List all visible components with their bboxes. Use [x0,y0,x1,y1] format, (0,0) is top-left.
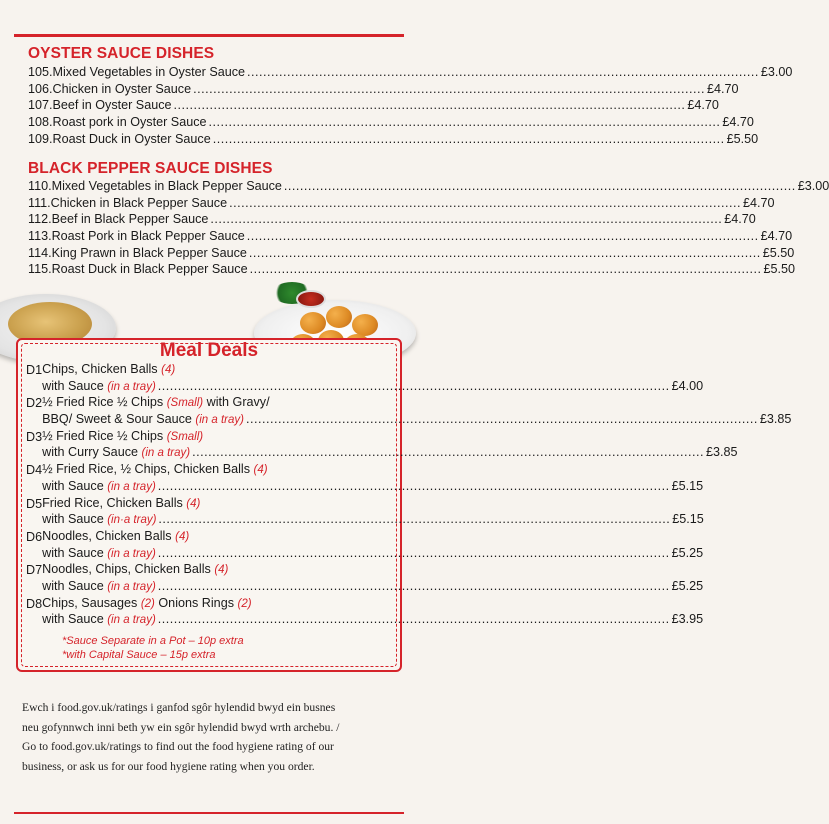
menu-item [28,115,754,132]
deal-text-part: Noodles, Chips, Chicken Balls [42,562,215,577]
dot-leader [158,379,670,393]
deal-body [42,496,704,529]
deal-text [42,395,270,409]
item-name: Mixed Vegetables in Oyster Sauce [52,65,246,79]
deal-line [42,379,703,396]
deal-qualifier: (in·a tray) [107,514,157,527]
meal-deals-title: Meal Deals [159,340,259,361]
deal-price: £4.00 [671,378,704,393]
deal-qualifier: (Small) [166,397,204,410]
blackpepper-list [28,179,829,279]
deal-qualifier: (Small) [166,430,204,443]
deal-text-part: Fried Rice, Chicken Balls [42,495,187,510]
deal-price: £3.85 [705,445,738,460]
deal-text [42,596,251,610]
item-number: 112. [28,212,52,227]
hygiene-line: Go to food.gov.uk/ratings to find out the food hygiene rating of our [22,740,334,753]
item-name: Beef in Black Pepper Sauce [51,212,209,227]
deal-text-part: with Sauce [42,545,108,560]
deal-qualifier: (4) [214,564,229,577]
deal-line [42,445,737,462]
hygiene-line: business, or ask us for our food hygiene rating when you order. [22,759,315,773]
menu-item [28,98,719,115]
deal-price: £5.15 [672,512,704,527]
deal-line [42,612,703,629]
deal-text-part: ½ Fried Rice ½ Chips [42,395,167,410]
deal-text-part: with Curry Sauce [42,445,142,460]
deal-text [42,579,156,593]
item-number: 113. [28,229,52,244]
dot-leader [193,82,705,96]
deal-text [42,362,175,376]
oyster-heading: OYSTER SAUCE DISHES [28,45,215,62]
deal-price: £3.95 [671,612,704,627]
meal-deal [26,395,792,428]
bottom-divider [14,812,404,814]
deal-qualifier: (in a tray) [107,380,156,393]
deal-text [42,529,189,543]
deal-text-part: with Sauce [42,378,108,393]
dot-leader [158,612,670,626]
deal-qualifier: (4) [175,530,190,543]
meal-deals-list [26,362,792,629]
deal-text-part: with Sauce [42,512,108,527]
deal-text-part: Chips, Sausages [42,595,141,610]
deal-body [42,596,703,629]
deal-qualifier: (in a tray) [141,447,191,460]
dot-leader [158,546,670,560]
deal-body [42,362,703,395]
dot-leader [158,579,670,593]
item-name: Roast Duck in Oyster Sauce [52,131,211,146]
deal-line [42,395,791,412]
hygiene-notice [22,698,402,776]
deal-line [42,596,703,613]
deal-line [42,479,703,496]
item-price: £5.50 [726,131,759,146]
item-number: 114. [28,245,52,260]
deal-text-part: with Sauce [42,478,108,493]
chicken-ball-image [352,314,378,336]
meal-deals-notes [62,634,244,662]
deal-text-part: with Sauce [42,578,108,593]
dot-leader [192,445,704,459]
menu-item [28,131,759,149]
menu-item [28,65,793,82]
deal-text-part: with Gravy/ [203,395,270,410]
item-name: Roast Pork in Black Pepper Sauce [51,229,245,244]
item-price: £3.00 [760,65,793,79]
deal-text [42,462,267,476]
dot-leader [210,212,722,226]
dot-leader [246,412,758,426]
deal-text [42,546,156,560]
dot-leader [158,512,670,526]
deal-line [42,462,703,479]
deal-body [42,529,703,562]
dot-leader [229,196,741,210]
deal-code: D4 [26,463,43,478]
menu-item [28,81,739,99]
item-number: 109. [28,131,53,146]
deal-code: D8 [26,596,43,611]
item-name: Chicken in Black Pepper Sauce [50,195,228,210]
hygiene-line: Ewch i food.gov.uk/ratings i ganfod sgôr hylendid bwyd ein busnes [22,701,336,714]
deal-body [42,395,791,428]
dot-leader [247,229,759,243]
blackpepper-heading: BLACK PEPPER SAUCE DISHES [28,160,273,177]
item-price: £4.70 [687,98,719,113]
deal-code: D2 [26,396,43,411]
meal-deal [26,528,704,562]
deal-code: D1 [26,363,43,377]
item-number: 107. [28,98,53,113]
item-price: £3.00 [797,179,829,193]
deal-price: £5.25 [671,545,704,560]
deal-price: £5.15 [671,478,704,493]
deal-line [42,512,704,529]
meal-deal [26,362,704,395]
top-divider [14,34,404,37]
deal-qualifier: (in a tray) [107,580,156,593]
deal-text-part: with Sauce [42,612,108,627]
deal-qualifier: (4) [186,497,201,510]
dot-leader [209,115,721,129]
dot-leader [247,65,759,79]
deal-line [42,562,703,579]
dot-leader [158,479,670,493]
deal-qualifier: (in a tray) [195,414,244,427]
deal-text [42,512,156,526]
dip-sauce-image [296,290,326,308]
menu-item [28,229,793,246]
item-number: 115. [28,262,52,277]
deal-text [42,445,190,459]
deal-line [42,362,703,379]
meal-deal [26,562,704,595]
item-number: 106. [28,81,53,96]
item-price: £4.70 [724,212,756,227]
deal-body [42,562,703,595]
deal-price: £3.85 [759,412,792,427]
deal-qualifier: (in a tray) [107,614,156,627]
item-name: King Prawn in Black Pepper Sauce [51,245,247,260]
deal-code: D5 [26,496,43,511]
menu-item [28,212,756,229]
deal-line [42,412,791,429]
deal-text-part: Chips, Chicken Balls [42,362,162,376]
dot-leader [250,262,762,276]
item-number: 108. [28,115,53,130]
item-name: Roast pork in Oyster Sauce [52,115,207,130]
item-number: 105. [28,65,53,79]
deal-price: £5.25 [671,578,704,593]
deal-text [42,429,203,443]
deal-code: D7 [26,563,43,578]
dot-leader [213,132,725,146]
menu-item [28,179,829,196]
chicken-ball-image [326,306,352,328]
deal-text [42,479,156,493]
deal-text [42,412,244,426]
item-name: Beef in Oyster Sauce [52,98,172,113]
hygiene-line: neu gofynnwch inni beth yw ein sgôr hylendid bwyd wrth archebu. / [22,720,340,734]
deal-qualifier: (2) [140,597,155,610]
menu-item [28,195,775,213]
meal-deal [26,595,704,629]
deal-code: D3 [26,429,43,444]
item-price: £4.70 [706,81,739,96]
deal-text-part: Noodles, Chicken Balls [42,528,176,543]
deal-line [42,579,703,596]
deal-qualifier: (2) [237,597,252,610]
note: *with Capital Sauce – 15p extra [62,649,216,661]
item-name: Mixed Vegetables in Black Pepper Sauce [51,179,282,193]
deal-text-part: ½ Fried Rice ½ Chips [42,428,167,443]
meal-deal [26,428,738,462]
item-number: 110. [28,179,52,193]
deal-text [42,562,228,576]
deal-qualifier: (4) [161,364,176,376]
meal-deal [26,495,704,529]
meal-deal [26,462,704,495]
deal-qualifier: (in a tray) [107,480,156,493]
chicken-ball-image [300,312,326,334]
menu-item [28,262,795,279]
deal-qualifier: (in a tray) [107,547,156,560]
deal-text [42,379,156,393]
deal-line [42,429,737,446]
item-price: £4.70 [760,229,793,244]
item-price: £4.70 [742,195,775,210]
deal-line [42,496,704,513]
item-price: £5.50 [762,245,795,260]
deal-text-part: ½ Fried Rice, ½ Chips, Chicken Balls [42,462,254,477]
menu-item [28,245,795,263]
deal-body [42,429,737,462]
deal-text [42,496,200,510]
deal-line [42,529,703,546]
dot-leader [174,98,686,112]
dot-leader [284,179,796,193]
deal-qualifier: (4) [253,464,268,477]
note: *Sauce Separate in a Pot – 10p extra [62,635,244,647]
item-number: 111. [28,195,51,210]
item-price: £4.70 [722,115,754,130]
item-price: £5.50 [763,262,795,277]
deal-text-part: BBQ/ Sweet & Sour Sauce [42,412,196,427]
dot-leader [249,246,761,260]
item-name: Roast Duck in Black Pepper Sauce [51,262,248,277]
deal-text [42,612,156,626]
oyster-list [28,65,793,148]
deal-code: D6 [26,529,43,544]
deal-body [42,462,703,495]
deal-line [42,546,703,563]
item-name: Chicken in Oyster Sauce [52,81,192,96]
deal-text-part: Onions Rings [154,595,238,610]
